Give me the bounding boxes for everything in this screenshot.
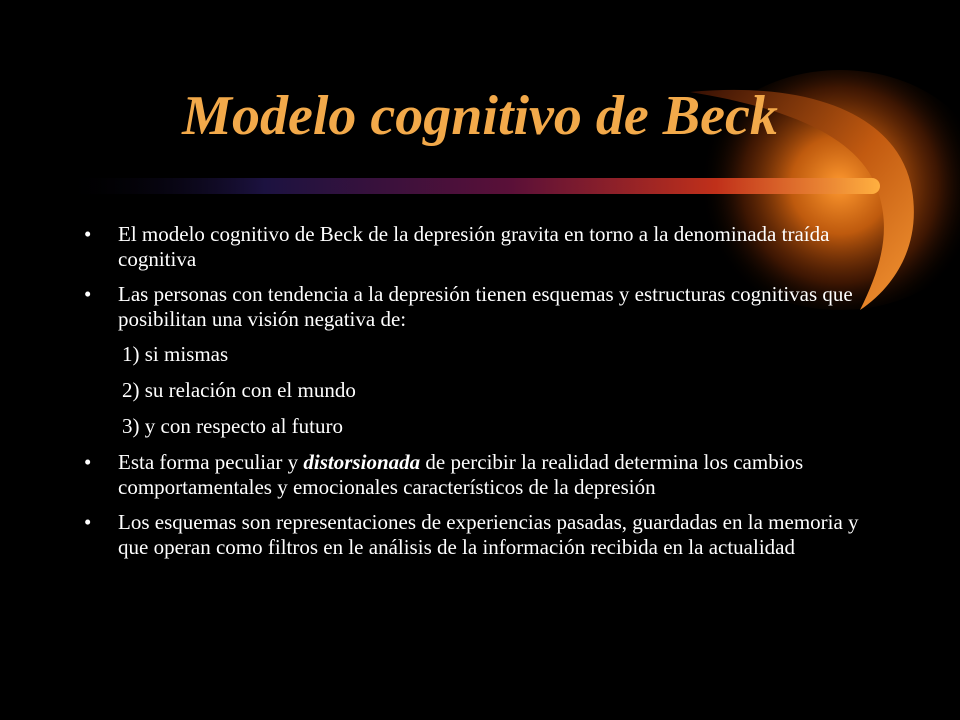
sub-item [84,378,884,403]
bullet-list [84,222,884,570]
sub-item [84,342,884,367]
bullet-text: El modelo cognitivo de Beck de la depresión gravita en torno a la denominada traída cognitiva [118,222,830,271]
bullet-text: Las personas con tendencia a la depresión tienen esquemas y estructuras cognitivas que posibilitan una visión negativa de: [118,282,853,331]
bullet-icon: • [84,282,92,306]
bullet-item [84,510,884,560]
bullet-item [84,450,884,500]
sub-item-text: 1) si mismas [122,342,229,366]
bullet-icon: • [84,222,92,246]
slide-title: Modelo cognitivo de Beck [182,85,778,147]
bullet-item [84,282,884,332]
sub-item [84,414,884,439]
bullet-text-before: Esta forma peculiar y [118,450,304,474]
bullet-item [84,222,884,272]
bullet-icon: • [84,510,92,534]
bullet-text: Los esquemas son representaciones de experiencias pasadas, guardadas en la memoria y que operan como filtros en le análisis de la información recibida en la actualidad [118,510,859,559]
emphasized-word: distorsionada [303,450,421,474]
sub-item-text: 2) su relación con el mundo [122,378,356,402]
bullet-icon: • [84,450,92,474]
gradient-bar [60,178,880,194]
sub-item-text: 3) y con respecto al futuro [122,414,344,438]
bullet-text-after: de percibir la realidad determina los cambios comportamentales y emocionales característicos de la depresión [118,450,804,499]
